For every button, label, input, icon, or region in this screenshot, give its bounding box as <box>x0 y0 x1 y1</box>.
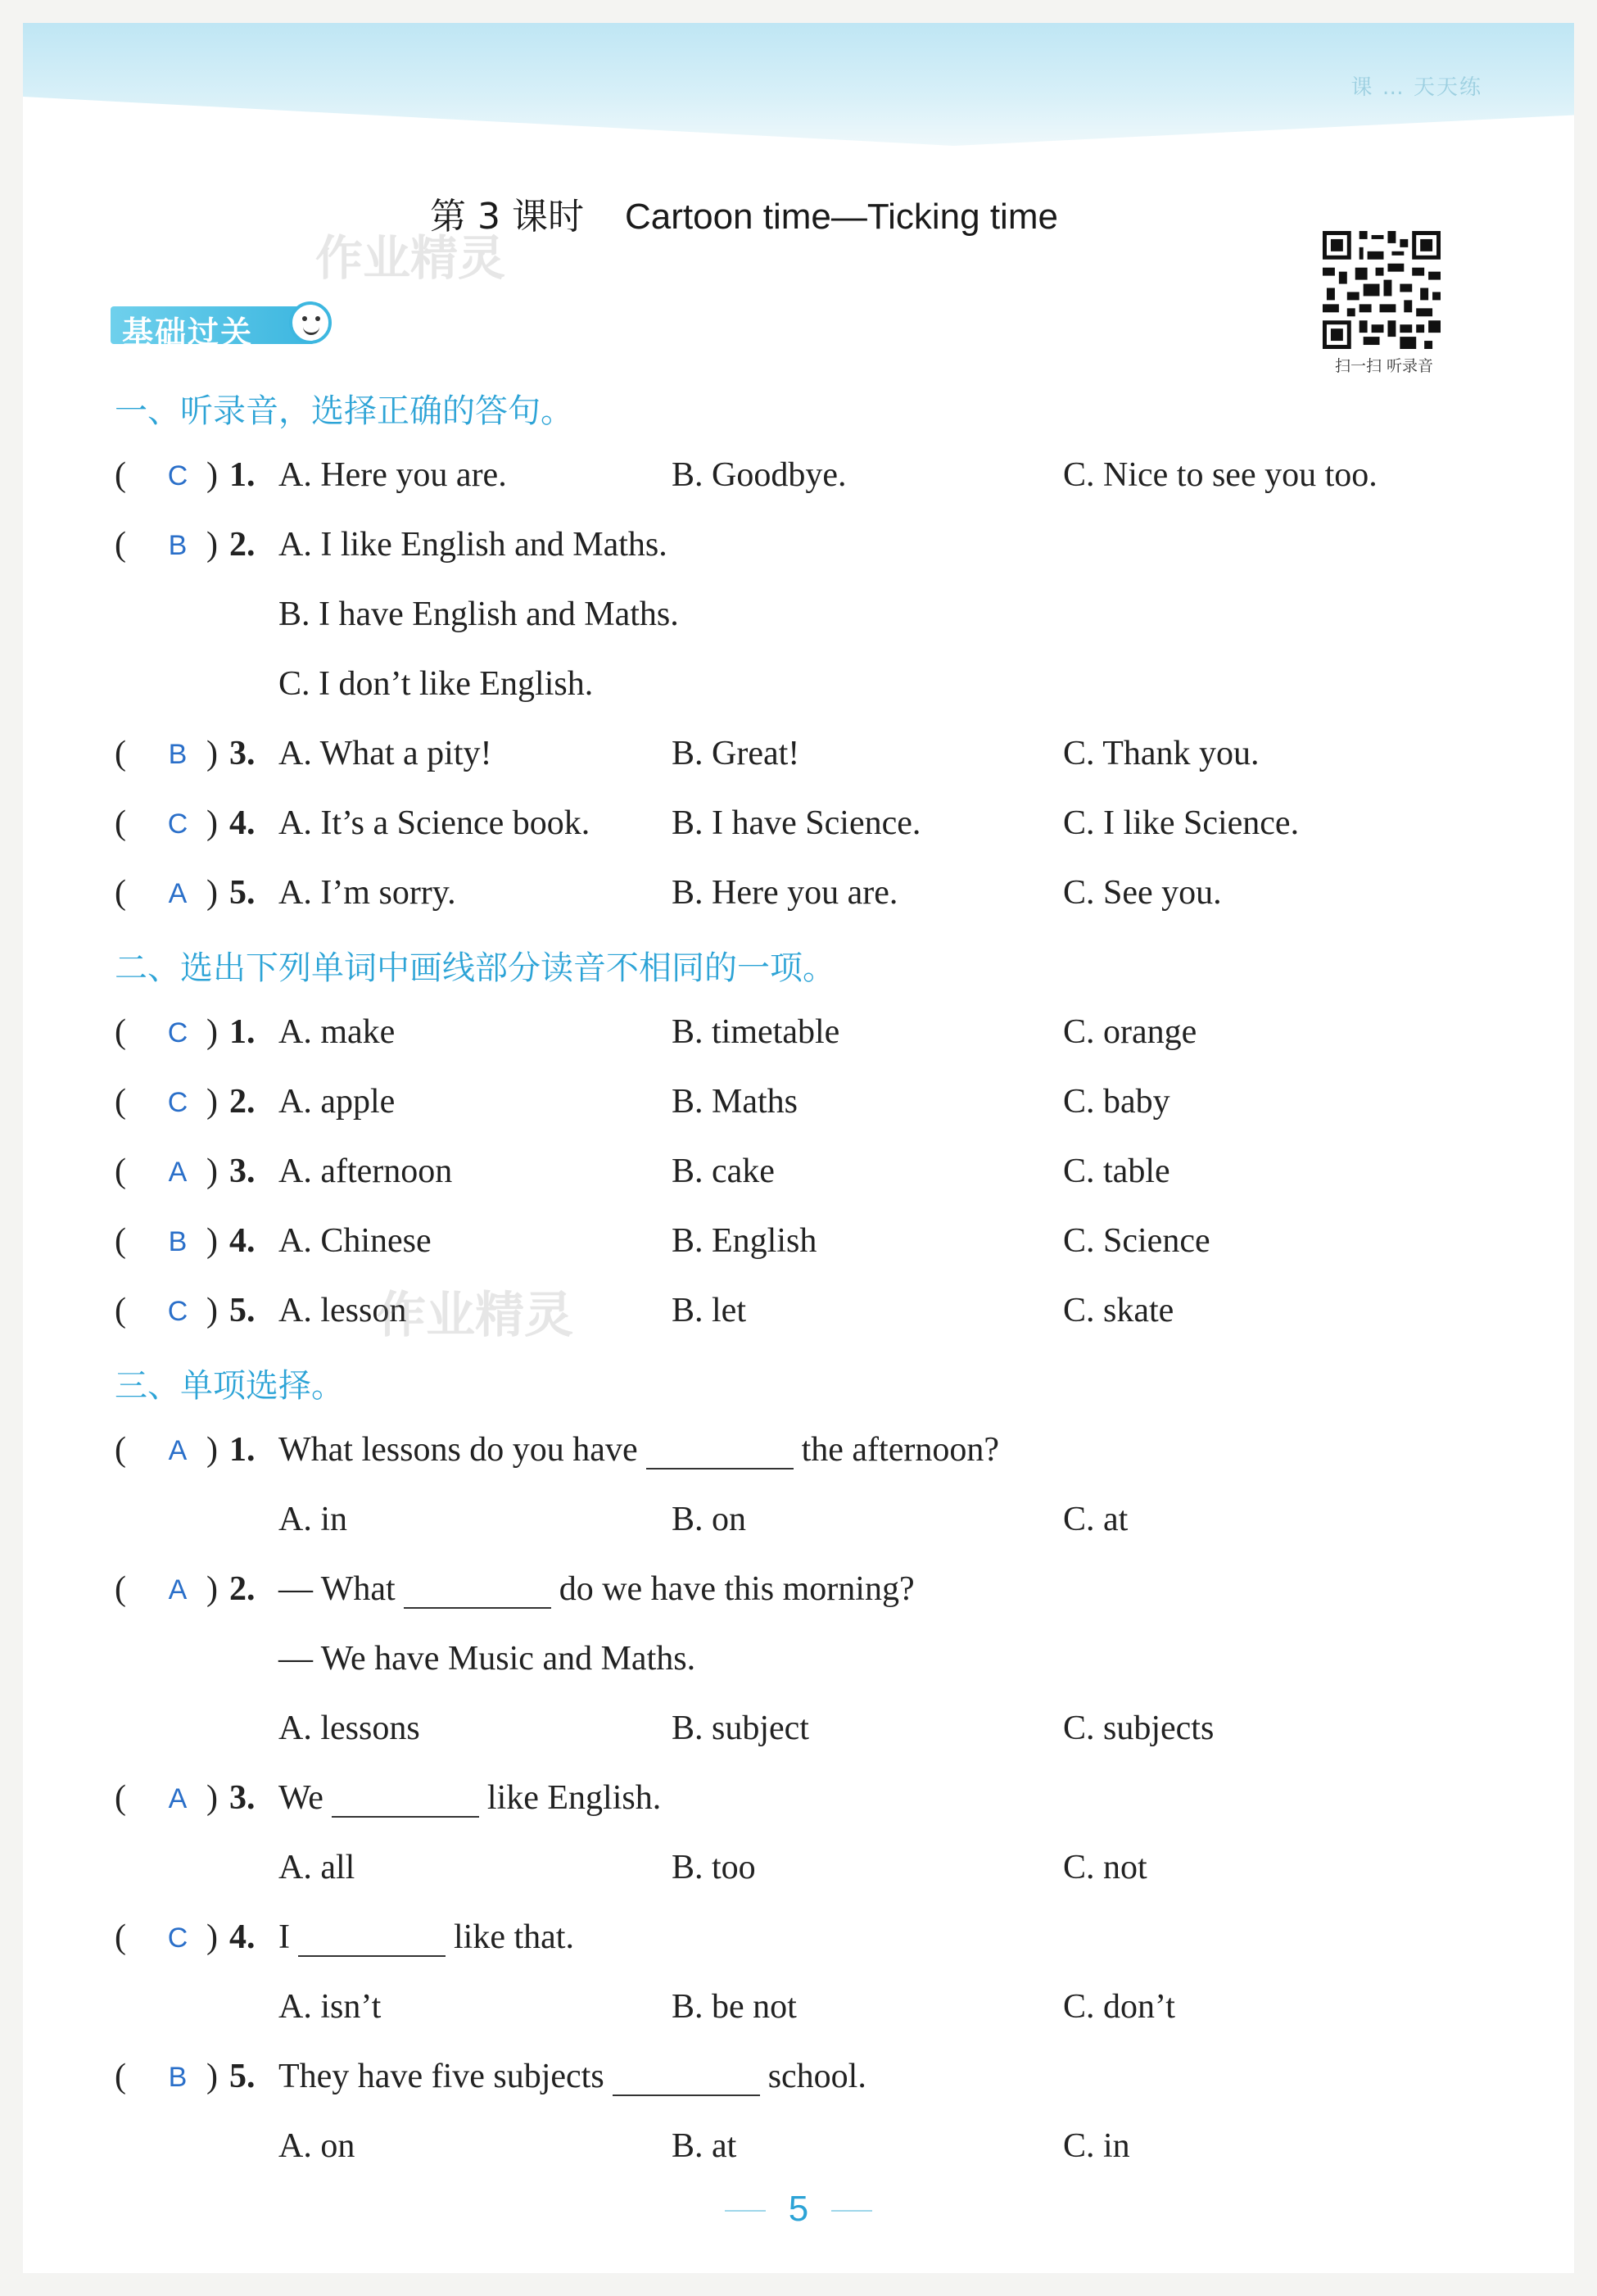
question-number: 1. <box>229 1431 256 1469</box>
option-row <box>0 2126 1597 2176</box>
option-a: A. I like English and Maths. <box>278 526 667 564</box>
option-c: C. baby <box>1063 1083 1170 1121</box>
stem-after-blank: the afternoon? <box>801 1431 999 1469</box>
qr-code-icon[interactable] <box>1323 231 1441 349</box>
answer-value: B <box>168 1226 188 1257</box>
option-c: C. I like Science. <box>1063 804 1300 842</box>
question-number: 5. <box>229 2058 256 2095</box>
answer-value: B <box>168 530 188 561</box>
option-b: B. I have English and Maths. <box>278 596 679 633</box>
page-title <box>430 187 1058 239</box>
question-row: ( C ) 4. I like that. <box>115 1918 574 1956</box>
answer-blank[interactable] <box>646 1435 794 1470</box>
option-row <box>0 1709 1597 1758</box>
stem-before-blank: I <box>278 1918 290 1956</box>
answer-value: A <box>168 1783 188 1814</box>
answer-blank[interactable] <box>404 1574 551 1609</box>
answer-value: C <box>167 460 188 491</box>
dialogue-row <box>0 1639 1597 1688</box>
lesson-title: Cartoon time—Ticking time <box>624 197 1058 237</box>
stem-before-blank: They have five subjects <box>278 2058 604 2095</box>
option-b: B. Maths <box>672 1083 798 1121</box>
section-badge <box>111 301 356 349</box>
stem-after-blank: like English. <box>486 1779 662 1817</box>
option-c: C. not <box>1063 1849 1147 1886</box>
option-a: A. isn’t <box>278 1988 382 2026</box>
stem-before-blank: What lessons do you have <box>278 1431 638 1469</box>
question-number: 3. <box>229 1153 256 1190</box>
question-stem <box>278 1430 999 1470</box>
option-b: B. Here you are. <box>672 874 898 912</box>
option-row <box>0 595 1597 644</box>
option-b: B. I have Science. <box>672 804 921 842</box>
option-b: B. at <box>672 2127 737 2165</box>
question-row: ( A ) 3. A. afternoon B. cake C. table <box>115 1153 1170 1190</box>
option-b: B. be not <box>672 1988 797 2026</box>
answer-value: C <box>167 808 188 840</box>
question-number: 2. <box>229 526 256 564</box>
question-row: ( C ) 4. A. It’s a Science book. B. I have Science. C. I like Science. <box>115 804 1300 842</box>
option-c: C. See you. <box>1063 874 1222 912</box>
section-heading-1: 一、听录音，选择正确的答句。 <box>115 392 573 430</box>
question-row: ( C ) 1. A. make B. timetable C. orange <box>115 1013 1197 1051</box>
stem-after-blank: do we have this morning? <box>559 1570 915 1608</box>
question-stem-reply: — We have Music and Maths. <box>278 1640 696 1678</box>
page-number-value: 5 <box>788 2189 809 2229</box>
question-stem <box>278 1918 574 1957</box>
option-a: A. on <box>278 2127 355 2165</box>
option-row <box>0 664 1597 713</box>
answer-value: A <box>168 878 188 909</box>
option-a: A. apple <box>278 1083 396 1121</box>
answer-blank[interactable] <box>298 1922 446 1957</box>
answer-value: B <box>168 2062 188 2093</box>
option-b: B. let <box>672 1292 746 1329</box>
question-row: ( B ) 2. A. I like English and Maths. <box>115 526 667 564</box>
answer-value: A <box>168 1157 188 1188</box>
stem-after-blank: like that. <box>454 1918 574 1956</box>
question-row: ( B ) 3. A. What a pity! B. Great! C. Thank you. <box>115 735 1260 772</box>
option-a: A. all <box>278 1849 355 1886</box>
answer-value: A <box>168 1435 188 1466</box>
option-a: A. lessons <box>278 1710 420 1747</box>
answer-blank[interactable] <box>332 1783 479 1818</box>
page-number-dash-left <box>725 2210 766 2212</box>
question-number: 5. <box>229 874 256 912</box>
stem-after-blank: school. <box>767 2058 866 2095</box>
section-heading-3: 三、单项选择。 <box>115 1367 344 1405</box>
option-a: A. It’s a Science book. <box>278 804 590 842</box>
question-row: ( B ) 4. A. Chinese B. English C. Science <box>115 1222 1210 1260</box>
question-row: ( A ) 1. What lessons do you have the afternoon? <box>115 1431 999 1469</box>
page-number <box>0 2189 1597 2230</box>
question-number: 4. <box>229 804 256 842</box>
question-stem <box>278 2057 866 2096</box>
stem-before-blank: — What <box>278 1570 396 1608</box>
question-row: ( B ) 5. They have five subjects school. <box>115 2058 866 2095</box>
option-a: A. afternoon <box>278 1153 453 1190</box>
answer-blank[interactable] <box>613 2062 760 2096</box>
qr-caption: 扫一扫 听录音 <box>1334 357 1434 375</box>
answer-value: C <box>167 1296 188 1327</box>
question-stem <box>278 1778 661 1818</box>
option-a: A. I’m sorry. <box>278 874 456 912</box>
option-a: A. make <box>278 1013 396 1051</box>
option-b: B. timetable <box>672 1013 840 1051</box>
option-c: C. in <box>1063 2127 1130 2165</box>
watermark-middle: 作业精灵 <box>377 1287 573 1344</box>
page-number-dash-right <box>831 2210 872 2212</box>
question-number: 3. <box>229 1779 256 1817</box>
question-number: 4. <box>229 1918 256 1956</box>
option-b: B. subject <box>672 1710 809 1747</box>
question-number: 3. <box>229 735 256 772</box>
option-b: B. English <box>672 1222 817 1260</box>
option-c: C. subjects <box>1063 1710 1215 1747</box>
answer-value: B <box>168 739 188 770</box>
option-row <box>0 1987 1597 2036</box>
smiley-face-icon <box>289 301 332 344</box>
question-stem <box>278 1569 915 1609</box>
option-b: B. too <box>672 1849 756 1886</box>
top-faint-text: 课 … 天天练 <box>1350 75 1482 100</box>
watermark-top: 作业精灵 <box>315 230 506 286</box>
answer-value: C <box>167 1017 188 1048</box>
option-b: B. on <box>672 1501 747 1538</box>
option-a: A. What a pity! <box>278 735 492 772</box>
answer-value: C <box>167 1922 188 1954</box>
answer-value: A <box>168 1574 188 1605</box>
badge-label: 基础过关 <box>122 315 254 351</box>
option-c: C. Science <box>1063 1222 1210 1260</box>
option-b: B. Goodbye. <box>672 456 847 494</box>
option-c: C. orange <box>1063 1013 1197 1051</box>
lesson-number: 第 3 课时 <box>430 196 584 238</box>
question-row: ( A ) 2. — What do we have this morning? <box>115 1570 915 1608</box>
stem-before-blank: We <box>278 1779 323 1817</box>
question-number: 4. <box>229 1222 256 1260</box>
option-c: C. skate <box>1063 1292 1174 1329</box>
option-row <box>0 1848 1597 1897</box>
option-c: C. I don’t like English. <box>278 665 594 703</box>
answer-value: C <box>167 1087 188 1118</box>
option-a: A. Here you are. <box>278 456 507 494</box>
option-row <box>0 1500 1597 1549</box>
option-b: B. cake <box>672 1153 775 1190</box>
option-a: A. Chinese <box>278 1222 432 1260</box>
option-c: C. don’t <box>1063 1988 1175 2026</box>
option-a: A. lesson <box>278 1292 407 1329</box>
question-row: ( C ) 5. A. lesson B. let C. skate <box>115 1292 1174 1329</box>
option-c: C. Thank you. <box>1063 735 1260 772</box>
question-row: ( C ) 1. A. Here you are. B. Goodbye. C. Nice to see you too. <box>115 456 1378 494</box>
option-a: A. in <box>278 1501 347 1538</box>
question-number: 2. <box>229 1083 256 1121</box>
option-c: C. table <box>1063 1153 1170 1190</box>
question-row: ( C ) 2. A. apple B. Maths C. baby <box>115 1083 1170 1121</box>
question-number: 2. <box>229 1570 256 1608</box>
question-row: ( A ) 3. We like English. <box>115 1779 662 1817</box>
option-c: C. Nice to see you too. <box>1063 456 1378 494</box>
option-c: C. at <box>1063 1501 1129 1538</box>
section-heading-2: 二、选出下列单词中画线部分读音不相同的一项。 <box>115 949 835 987</box>
question-number: 1. <box>229 1013 256 1051</box>
option-b: B. Great! <box>672 735 800 772</box>
question-number: 5. <box>229 1292 256 1329</box>
question-number: 1. <box>229 456 256 494</box>
question-row: ( A ) 5. A. I’m sorry. B. Here you are. C. See you. <box>115 874 1222 912</box>
